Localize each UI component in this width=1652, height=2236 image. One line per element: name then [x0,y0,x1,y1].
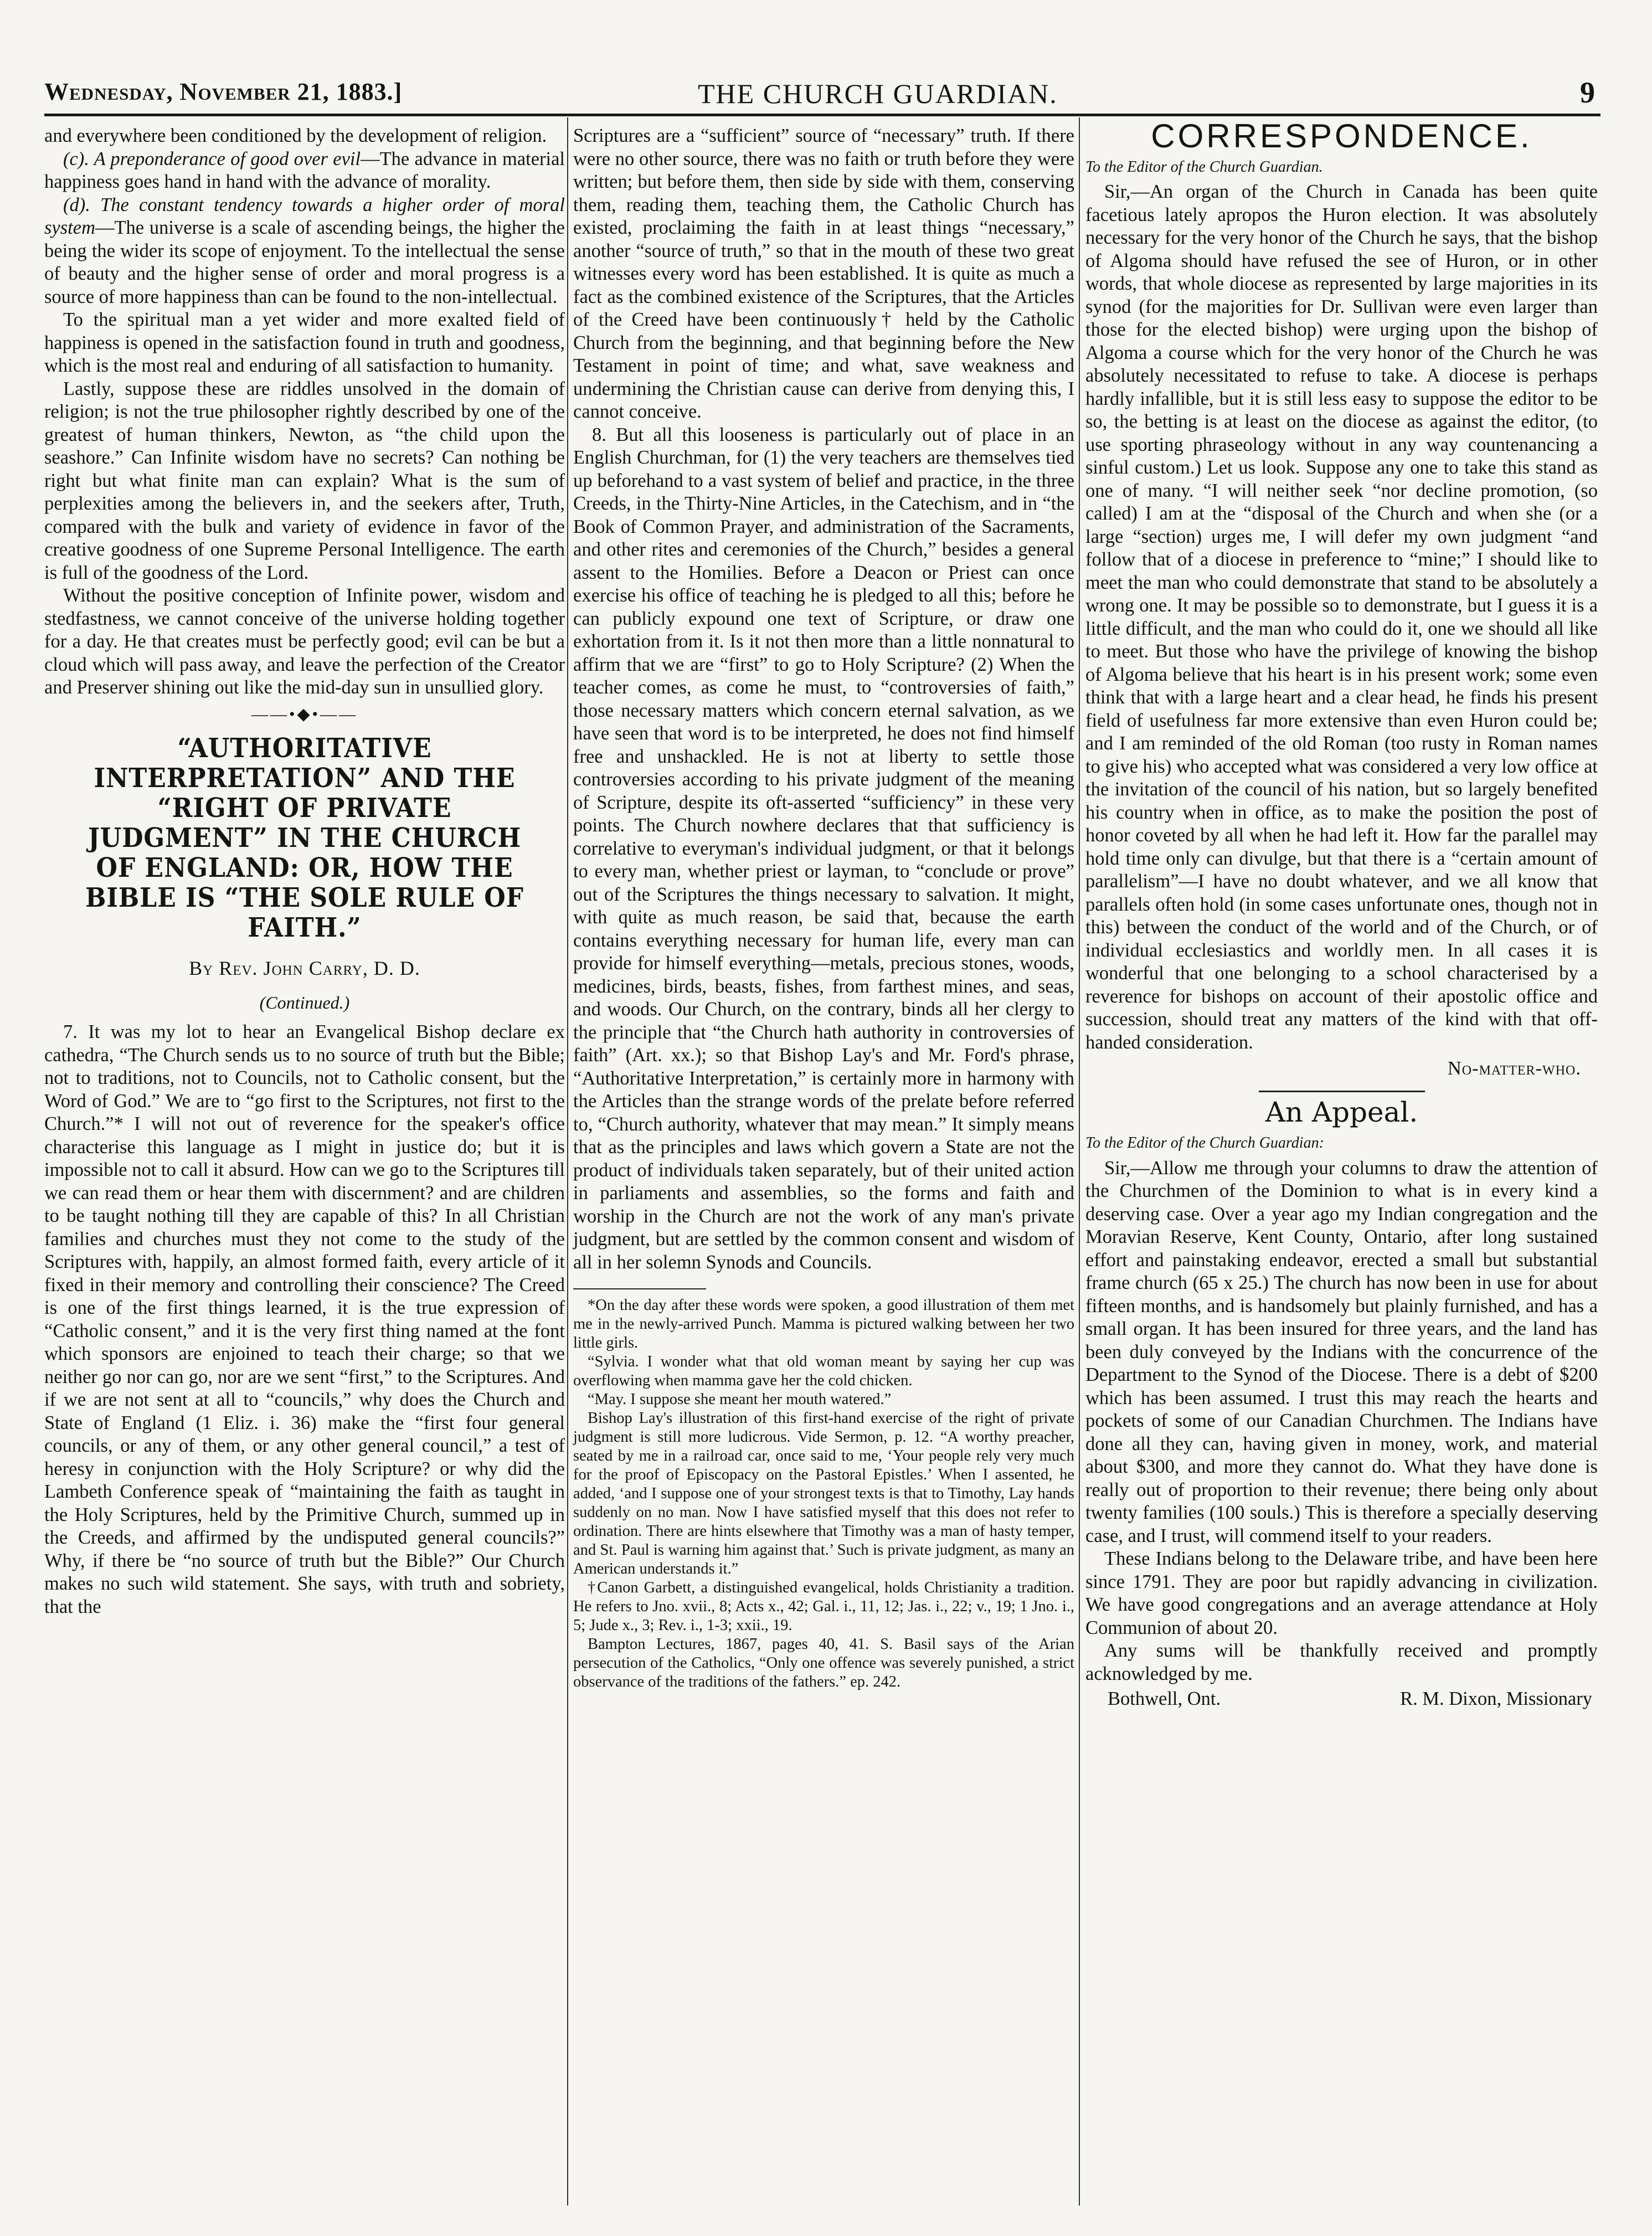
letter-signature: No-matter-who. [1447,1058,1581,1079]
paragraph: and everywhere been conditioned by the development of religion. [44,125,547,146]
article-headline: “AUTHORITATIVE INTERPRETATION” AND THE “RIGHT OF PRIVATE JUDGMENT” IN THE CHURCH OF ENGLAND: OR, HOW THE BIBLE IS “THE SOLE RULE OF FAITH.” [85,733,524,943]
paragraph: 7. It was my lot to hear an Evangelical Bishop declare ex cathedra, “The Church sends us to no source of truth but the Bible; not to traditions, not to Councils, not to Catholic consent, but the Word of God.” We are to “go first to the Scriptures, not first to the Church.”* I will not out of reverence for the speaker's office characterise this language as I might in justice do; but it is impossible not to call it absurd. How can we go to the Scriptures till we can read them or hear them with discernment? and are children to be taught nothing till they are capable of this? In all Christian families and churches must they not come to the study of the Scriptures with, happily, an almost formed faith, every article of it fixed in their memory and controlling their conscience? The Creed is one of the first things learned, it is the true expression of “Catholic consent,” and it is the very first thing named at the font which sponsors are enjoined to teach their charge; so that we neither go nor can go, nor are we sent “first,” to the Scriptures. And if we are not sent at all to “councils,” why does the Church and State of England (1 Eliz. i. 36) make the “first four general councils, or any of them, or any other general council,” a test of heresy in conjunction with the Holy Scripture? or why did the Lambeth Conference speak of “maintaining the faith as taught in the Holy Scriptures, held by the Primitive Church, summed up in the Creeds, and affirmed by the undisputed general councils?” Why, if there be “no source of truth but the Bible?” Our Church makes no such wild statement. She says, with truth and sobriety, that the [44,1021,565,1617]
newspaper-title: THE CHURCH GUARDIAN. [698,78,1058,109]
paragraph: These Indians belong to the Delaware tribe, and have been here since 1791. They are poor but rapidly advancing in civilization. We have good congregations and an average attendance at Holy Communion of about 20. [1085,1548,1598,1638]
letter-salutation: To the Editor of the Church Guardian: [1085,1134,1324,1152]
letter-place: Bothwell, Ont. [1108,1688,1221,1709]
continued-note: (Continued.) [259,992,350,1012]
paragraph: To the spiritual man a yet wider and more exalted field of happiness is opened in the satisfaction found in truth and goodness, which is the most real and enduring of all satisfaction to humanity. [44,309,565,376]
column-3 [1085,117,1598,1711]
paragraph-text: —The universe is a scale of ascending beings, the higher the being the wider its scope of enjoyment. To the intellectual the sense of beauty and the higher sense of order and moral progress is a source of more happiness than can be found to the non-intellectual. [44,217,565,307]
column-2 [573,125,1074,1692]
paragraph [44,148,565,194]
footnote: “Sylvia. I wonder what that old woman meant by saying her cup was overflowing when mamma gave her the cold chicken. [573,1353,1074,1389]
column-divider-2 [1079,117,1080,2206]
letter-closing [1085,1688,1598,1711]
section-ornament: ——•◆•—— [251,705,358,723]
column-divider-1 [567,117,568,2206]
footnote: “May. I suppose she meant her mouth watered.” [588,1391,892,1408]
paragraph-text: —The advance in material happiness goes hand in hand with the advance of morality. [44,148,565,192]
paragraph: Scriptures are a “sufficient” source of “necessary” truth. If there were no other source, there was no faith or truth before they were written; but before them, then side by side with them, conserving them, reading them, teaching them, the Catholic Church has existed, proclaiming the faith in at least things “necessary,” another “source of truth,” so that in the mouth of these two great witnesses every word has been established. It is quite as much a fact as the combined existence of the Scriptures, that the Articles of the Creed have been continuously† held by the Catholic Church from the beginning, and that beginning before the New Testament in point of time; and what, save weakness and undermining the Christian cause can derive from denying this, I cannot conceive. [573,125,1074,422]
paragraph: Lastly, suppose these are riddles unsolved in the domain of religion; is not the true philosopher rightly described by one of the greatest of human thinkers, Newton, as “the child upon the seashore.” Can Infinite wisdom have no secrets? Can nothing be right but what finite man can explain? What is the sum of perplexities among the believers in, and the seekers after, Truth, compared with the bulk and variety of evidence in favor of the creative goodness of one Supreme Personal Intelligence. The earth is full of the goodness of the Lord. [44,378,565,583]
issue-date: Wednesday, November 21, 1883.] [44,78,403,105]
footnote: Bampton Lectures, 1867, pages 40, 41. S. Basil says of the Arian persecution of the Catholics, “Only one offence was severely punished, a strict observance of the traditions of the fathers.” ep. 242. [573,1636,1074,1690]
masthead [44,78,1600,111]
masthead-rule [44,114,1600,116]
footnote: *On the day after these words were spoken, a good illustration of them met me in the newly-arrived Punch. Mamma is pictured walking between her two little girls. [573,1297,1074,1351]
appeal-heading: An Appeal. [1265,1096,1418,1128]
letter-salutation: To the Editor of the Church Guardian. [1085,158,1323,176]
paragraph: Without the positive conception of Infinite power, wisdom and stedfastness, we cannot conceive of the universe holding together for a day. He that creates must be perfectly good; evil can be but a cloud which will pass away, and leave the perfection of the Creator and Preserver shining out like the mid-day sun in unsullied glory. [44,585,565,698]
correspondence-heading: CORRESPONDENCE. [1151,117,1532,155]
article-byline: By Rev. John Carry, D. D. [189,957,420,979]
paragraph: 8. But all this looseness is particularly out of place in an English Churchman, for (1) the very teachers are themselves tied up beforehand to a vast system of belief and practice, in the three Creeds, in the Thirty-Nine Articles, in the Catechism, and in “the Book of Common Prayer, and administration of the Sacraments, and other rites and ceremonies of the Church,” besides a general assent to the Homilies. Before a Deacon or Priest can once exercise his office of teaching he is pledged to all this; before he can publicly expound one text of Scripture, or draw one exhortation from it. Is it not then more than a little nonnatural to affirm that we are “first” to go to Holy Scripture? (2) When the teacher comes, as come he must, to “controversies of faith,” those necessary matters which concern eternal salvation, as we have seen that word is to be interpreted, he does not find himself free and unshackled. He is not at liberty to settle those controversies according to his private judgment of the meaning of Scripture, despite its oft-asserted “sufficiency” in these very points. The Church nowhere declares that that sufficiency is correlative to everyman's individual judgment, or that it belongs to every man, whether priest or layman, to “conclude or prove” out of the Scriptures the things necessary to salvation. It might, with quite as much reason, be said that, because the earth contains everything necessary for human life, every man can provide for himself everything—metals, precious stones, woods, medicines, birds, beasts, fishes, from farthest mines, and seas, and woods. Our Church, on the contrary, binds all her clergy to the principle that “the Church hath authority in controversies of faith” (Art. xx.); so that Bishop Lay's and Mr. Ford's phrase, “Authoritative Interpretation,” is certainly more in harmony with the Articles than the strange words of the prelate before referred to, “Church authority, whatever that may mean.” It simply means that as the principles and laws which govern a State are not the product of individuals taken separately, but of their united action in parliaments and assemblies, so the forms and faith and worship in the Church are not the work of any man's private judgment, but are settled by the common consent and wisdom of all in her solemn Synods and Councils. [573,424,1074,1273]
footnote-rule [573,1288,706,1289]
subhead-italic: (d). The constant tendency towards a higher order of moral system [44,194,565,238]
footnote: †Canon Garbett, a distinguished evangelical, holds Christianity a tradition. He refers to Jno. xvii., 8; Acts x., 42; Gal. i., 11, 12; Jas. i., 22; v., 19; 1 Jno. i., 5; Jude x., 3; Rev. i., 1-3; xxii., 19. [573,1579,1074,1634]
page-number: 9 [1580,76,1595,109]
column-1 [44,125,565,1618]
section-rule [1259,1091,1425,1092]
paragraph: Sir,—Allow me through your columns to draw the attention of the Churchmen of the Dominion to what is in every kind a deserving case. Over a year ago my Indian congregation and the Moravian Reserve, Kent County, Ontario, after long sustained effort and painstaking endeavor, erected a small but substantial frame church (65 x 25.) The church has now been in use for about fifteen months, and is handsomely but plainly furnished, and has a small organ. It has been insured for three years, and the land has been duly conveyed by the Indians with the concurrence of the Department to the Synod of the Diocese. There is a debt of $200 which has been assumed. I trust this may reach the hearts and pockets of some of our Canadian Churchmen. The Indians have done all they can, having given in money, work, and material about $300, and more they cannot do. What they have done is really out of proportion to their revenue; there being only about twenty families (100 souls.) This is therefore a specially deserving case, and I trust, will commend itself to your readers. [1085,1157,1598,1546]
paragraph [44,194,565,309]
footnote: Bishop Lay's illustration of this first-hand exercise of the right of private judgment is still more ludicrous. Vide Sermon, p. 12. “A worthy preacher, seated by me in a railroad car, once said to me, ‘Your people rely very much for the proof of Episcopacy on the Pastoral Epistles.’ When I assented, he added, ‘and I suppose one of your strongest texts is that to Timothy, Lay hands suddenly on no man. Now I have satisfied myself that this does not refer to ordination. There are hints elsewhere that Timothy was a man of hasty temper, and St. Paul is warning him against that.’ Such is private judgment, as many an American understands it.” [573,1410,1074,1577]
paragraph: Any sums will be thankfully received and promptly acknowledged by me. [1085,1640,1598,1684]
footnotes [573,1296,1074,1692]
subhead-italic: (c). A preponderance of good over evil [63,148,361,169]
paragraph: Sir,—An organ of the Church in Canada has been quite facetious lately apropos the Huron election. It was absolutely necessary for the very honor of the Church he says, that the bishop of Algoma should have refused the see of Huron, or in other words, that whole diocese as represented by large majorities in its synod (for the majorities for Dr. Sullivan were even larger than those for the elected bishop) were urging upon the bishop of Algoma a course which for the very honor of the Church he was absolutely necessitated to refuse to take. A diocese is perhaps hardly infallible, but it is still less easy to suppose the editor to be so, the betting is at least on the diocese as against the editor, (to use sporting phraseology without in any way countenancing a sinful custom.) Let us look. Suppose any one to take this stand as one of many. “I will neither seek “nor decline promotion, (so called) I am at the “disposal of the Church and when she (or a large “section) urges me, I will defer my own judgment “and follow that of a diocese in preference to “mine;” I should like to meet the man who could demonstrate that stand to be absolutely a wrong one. It may be possible so to demonstrate, but I guess it is a little difficult, and the man who could do it, one we should all like to meet. But those who have the privilege of knowing the bishop of Algoma believe that his heart is in his present work; some even think that with a large heart and a clear head, he finds his present field of usefulness far more extensive than even Huron could be; and I am reminded of the old Roman (too rusty in Roman names to give his) who accepted what was considered a very low office at the invitation of the council of his nation, but so largely benefited his country when in office, as to make the position the post of honor coveted by all when he had left it. How far the parallel may hold time only can divulge, but that there is a “certain amount of parallelism”—I have no doubt whatever, and we all know that parallels often hold (in some cases unfortunate ones, though not in this) between the conduct of the world and of the Church, or of individual ecclesiastics and worldly men. In all cases it is wonderful that one belonging to a school characterised by a reverence for bishops on account of their apostolic office and succession, should treat any matters of the kind with that off-handed consideration. [1085,181,1598,1053]
letter-signer: R. M. Dixon, Missionary [1400,1688,1592,1709]
